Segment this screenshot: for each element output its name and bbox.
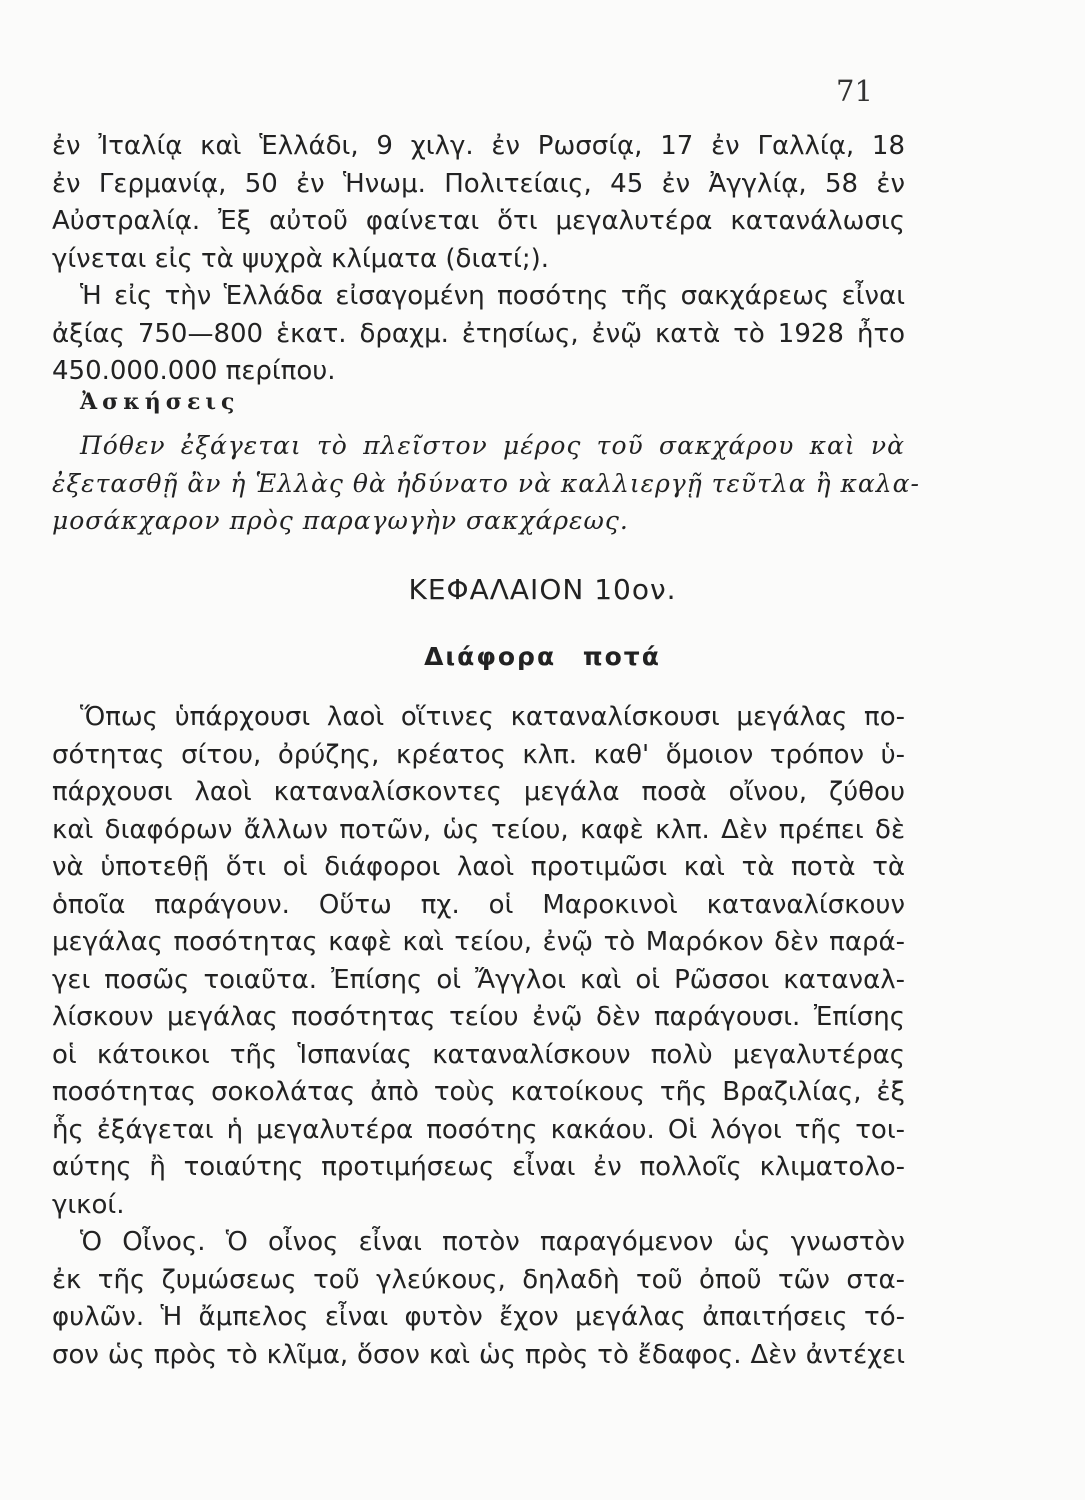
- text-line: ἐκ τῆς ζυμώσεως τοῦ γλεύκους, δηλαδὴ τοῦ ὀποῦ τῶν στα-: [52, 1264, 905, 1295]
- text-line: πάρχουσι λαοὶ καταναλίσκοντες μεγάλα ποσὰ οἴνου, ζύθου: [52, 777, 905, 807]
- text-line: λίσκουν μεγάλας ποσότητας τείου ἐνῷ δὲν παράγουσι. Ἐπίσης: [52, 1002, 905, 1032]
- chapter-title: ΚΕΦΑΛΑΙΟΝ 10ον.: [408, 573, 677, 606]
- exercises-heading: Ἀσκήσεις: [80, 389, 240, 415]
- text-line: οἱ κάτοικοι τῆς Ἱσπανίας καταναλίσκουν πολὺ μεγαλυτέρας: [52, 1039, 905, 1070]
- text-line: νὰ ὑποτεθῇ ὅτι οἱ διάφοροι λαοὶ προτιμῶσι καὶ τὰ ποτὰ τὰ: [52, 852, 905, 882]
- text-line: σον ὡς πρὸς τὸ κλῖμα, ὅσον καὶ ὡς πρὸς τὸ ἔδαφος. Δὲν ἀντέχει: [52, 1339, 905, 1370]
- text-line: ἐν Ἰταλίᾳ καὶ Ἑλλάδι, 9 χιλγ. ἐν Ρωσσίᾳ, 17 ἐν Γαλλίᾳ, 18: [52, 131, 905, 161]
- text-line: καὶ διαφόρων ἄλλων ποτῶν, ὡς τείου, καφὲ κλπ. Δὲν πρέπει δὲ: [52, 814, 905, 845]
- text-line: ἧς ἐξάγεται ἡ μεγαλυτέρα ποσότης κακάου. Οἱ λόγοι τῆς τοι-: [52, 1114, 905, 1145]
- text-line: ἐν Γερμανίᾳ, 50 ἐν Ἡνωμ. Πολιτείαις, 45 ἐν Ἀγγλίᾳ, 58 ἐν: [52, 168, 905, 199]
- exercise-paragraph: [52, 427, 920, 540]
- top-paragraph: [52, 128, 905, 391]
- text-line: Ὅπως ὑπάρχουσι λαοὶ οἵτινες καταναλίσκουσι μεγάλας πο-: [80, 702, 905, 732]
- text-line: ὁποῖα παράγουν. Οὕτω πχ. οἱ Μαροκινοὶ καταναλίσκουν: [52, 889, 905, 920]
- text-line: σότητας σίτου, ὀρύζης, κρέατος κλπ. καθ' ὅμοιον τρόπον ὑ-: [52, 739, 905, 770]
- text-line: Ὁ Οἶνος. Ὁ οἶνος εἶναι ποτὸν παραγόμενον ὡς γνωστὸν: [80, 1227, 905, 1257]
- page-number: 71: [836, 74, 873, 108]
- text-line: μεγάλας ποσότητας καφὲ καὶ τείου, ἐνῷ τὸ Μαρόκον δὲν παρά-: [52, 927, 905, 957]
- text-line: ποσότητας σοκολάτας ἀπὸ τοὺς κατοίκους τῆς Βραζιλίας, ἐξ: [52, 1077, 905, 1107]
- text-line: ἀξίας 750—800 ἑκατ. δραχμ. ἐτησίως, ἐνῷ κατὰ τὸ 1928 ἦτο: [52, 318, 905, 349]
- text-line: φυλῶν. Ἡ ἄμπελος εἶναι φυτὸν ἔχον μεγάλας ἀπαιτήσεις τό-: [52, 1302, 905, 1332]
- text-line: Πόθεν ἐξάγεται τὸ πλεῖστον μέρος τοῦ σακχάρου καὶ νὰ: [80, 431, 905, 460]
- text-line: γει ποσῶς τοιαῦτα. Ἐπίσης οἱ Ἄγγλοι καὶ οἱ Ρῶσσοι καταναλ-: [52, 964, 905, 995]
- text-line: γίνεται εἰς τὰ ψυχρὰ κλίματα (διατί;).: [52, 243, 550, 274]
- text-line: μοσάκχαρον πρὸς παραγωγὴν σακχάρεως.: [52, 506, 629, 535]
- text-line: Ἡ εἰς τὴν Ἑλλάδα εἰσαγομένη ποσότης τῆς σακχάρεως εἶναι: [80, 281, 905, 311]
- body-paragraph: [52, 699, 905, 1374]
- text-line: γικοί.: [52, 1189, 125, 1220]
- text-line: ἐξετασθῇ ἂν ἡ Ἑλλὰς θὰ ἠδύνατο νὰ καλλιεργῇ τεῦτλα ἢ καλα-: [52, 468, 920, 498]
- text-line: Αὐστραλίᾳ. Ἐξ αὐτοῦ φαίνεται ὅτι μεγαλυτέρα κατανάλωσις: [52, 206, 905, 236]
- section-title: Διάφορα ποτά: [424, 642, 661, 671]
- text-line: αύτης ἢ τοιαύτης προτιμήσεως εἶναι ἐν πολλοῖς κλιματολο-: [52, 1152, 905, 1182]
- text-line: 450.000.000 περίπου.: [52, 356, 336, 386]
